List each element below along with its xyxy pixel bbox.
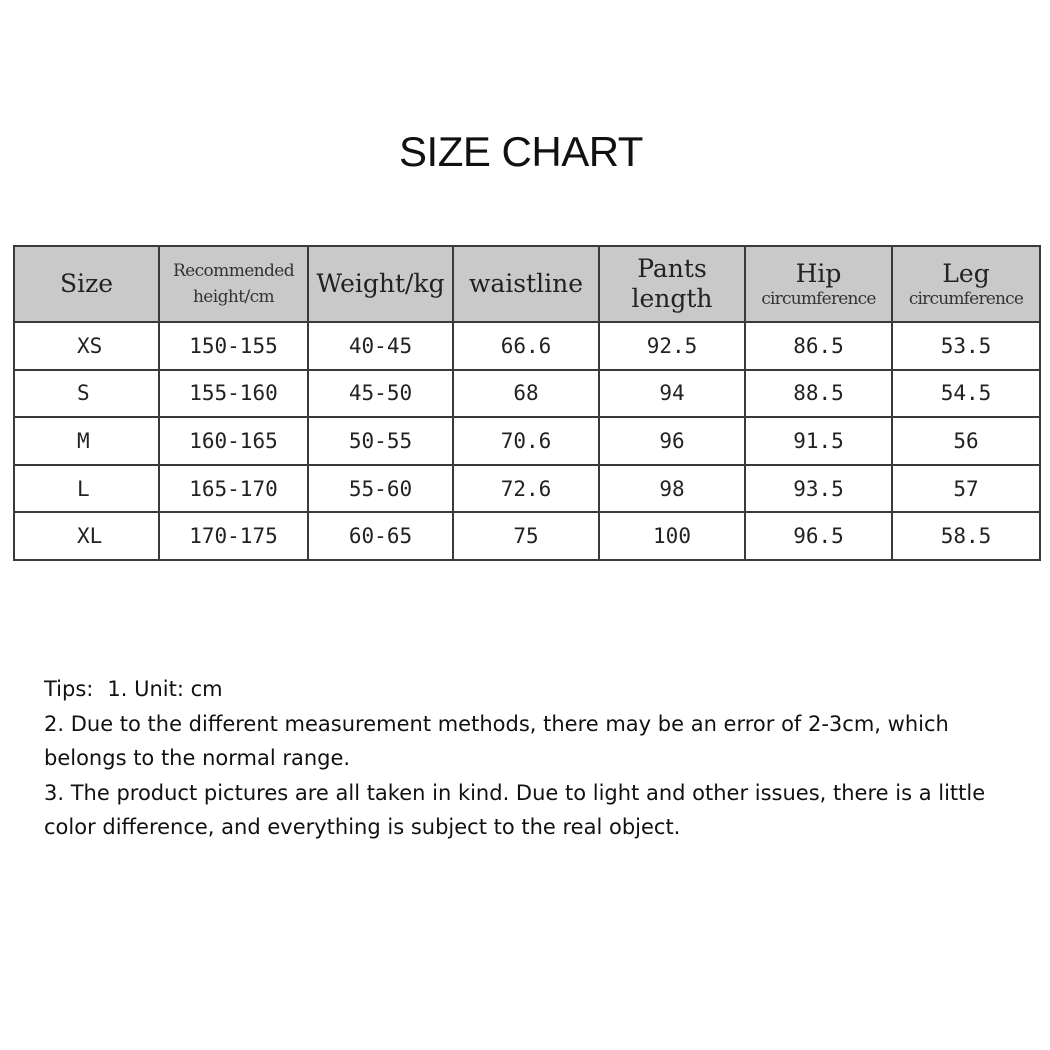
- cell-size: L: [14, 465, 159, 513]
- table-row: [14, 465, 1040, 513]
- cell-height: 155-160: [159, 370, 308, 418]
- header-hip: Hip circumference: [745, 246, 892, 322]
- cell-hip: 88.5: [745, 370, 892, 418]
- cell-size: M: [14, 417, 159, 465]
- header-waistline: waistline: [453, 246, 599, 322]
- cell-waistline: 68: [453, 370, 599, 418]
- tips-unit: 1. Unit: cm: [107, 677, 223, 701]
- cell-hip: 86.5: [745, 322, 892, 370]
- table-row: [14, 370, 1040, 418]
- cell-pants-length: 100: [599, 512, 745, 560]
- table-row: [14, 512, 1040, 560]
- cell-height: 165-170: [159, 465, 308, 513]
- cell-leg: 54.5: [892, 370, 1040, 418]
- tips-section: [44, 672, 1034, 845]
- size-table: [13, 245, 1041, 561]
- cell-pants-length: 96: [599, 417, 745, 465]
- tips-line-1: [44, 672, 1034, 707]
- cell-height: 160-165: [159, 417, 308, 465]
- cell-size: XS: [14, 322, 159, 370]
- cell-leg: 57: [892, 465, 1040, 513]
- cell-height: 150-155: [159, 322, 308, 370]
- header-size: Size: [14, 246, 159, 322]
- tips-line-2: 2. Due to the different measurement methods, there may be an error of 2-3cm, which belongs to the normal range.: [44, 711, 949, 770]
- tips-line-3: 3. The product pictures are all taken in kind. Due to light and other issues, there is a little color difference, and everything is subject to the real object.: [44, 780, 986, 839]
- cell-hip: 91.5: [745, 417, 892, 465]
- cell-weight: 60-65: [308, 512, 453, 560]
- cell-waistline: 72.6: [453, 465, 599, 513]
- cell-pants-length: 92.5: [599, 322, 745, 370]
- tips-label: Tips:: [44, 677, 94, 701]
- cell-hip: 96.5: [745, 512, 892, 560]
- cell-weight: 45-50: [308, 370, 453, 418]
- cell-leg: 56: [892, 417, 1040, 465]
- cell-pants-length: 98: [599, 465, 745, 513]
- cell-pants-length: 94: [599, 370, 745, 418]
- cell-waistline: 66.6: [453, 322, 599, 370]
- cell-waistline: 75: [453, 512, 599, 560]
- header-leg: Leg circumference: [892, 246, 1040, 322]
- cell-size: XL: [14, 512, 159, 560]
- header-weight: Weight/kg: [308, 246, 453, 322]
- cell-weight: 55-60: [308, 465, 453, 513]
- cell-height: 170-175: [159, 512, 308, 560]
- cell-leg: 53.5: [892, 322, 1040, 370]
- cell-waistline: 70.6: [453, 417, 599, 465]
- cell-weight: 50-55: [308, 417, 453, 465]
- table-row: [14, 322, 1040, 370]
- header-height: Recommended height/cm: [159, 246, 308, 322]
- cell-leg: 58.5: [892, 512, 1040, 560]
- cell-weight: 40-45: [308, 322, 453, 370]
- table-row: [14, 417, 1040, 465]
- page-title: SIZE CHART: [399, 128, 643, 175]
- cell-hip: 93.5: [745, 465, 892, 513]
- cell-size: S: [14, 370, 159, 418]
- table-header-row: [14, 246, 1040, 322]
- header-pants-length: Pants length: [599, 246, 745, 322]
